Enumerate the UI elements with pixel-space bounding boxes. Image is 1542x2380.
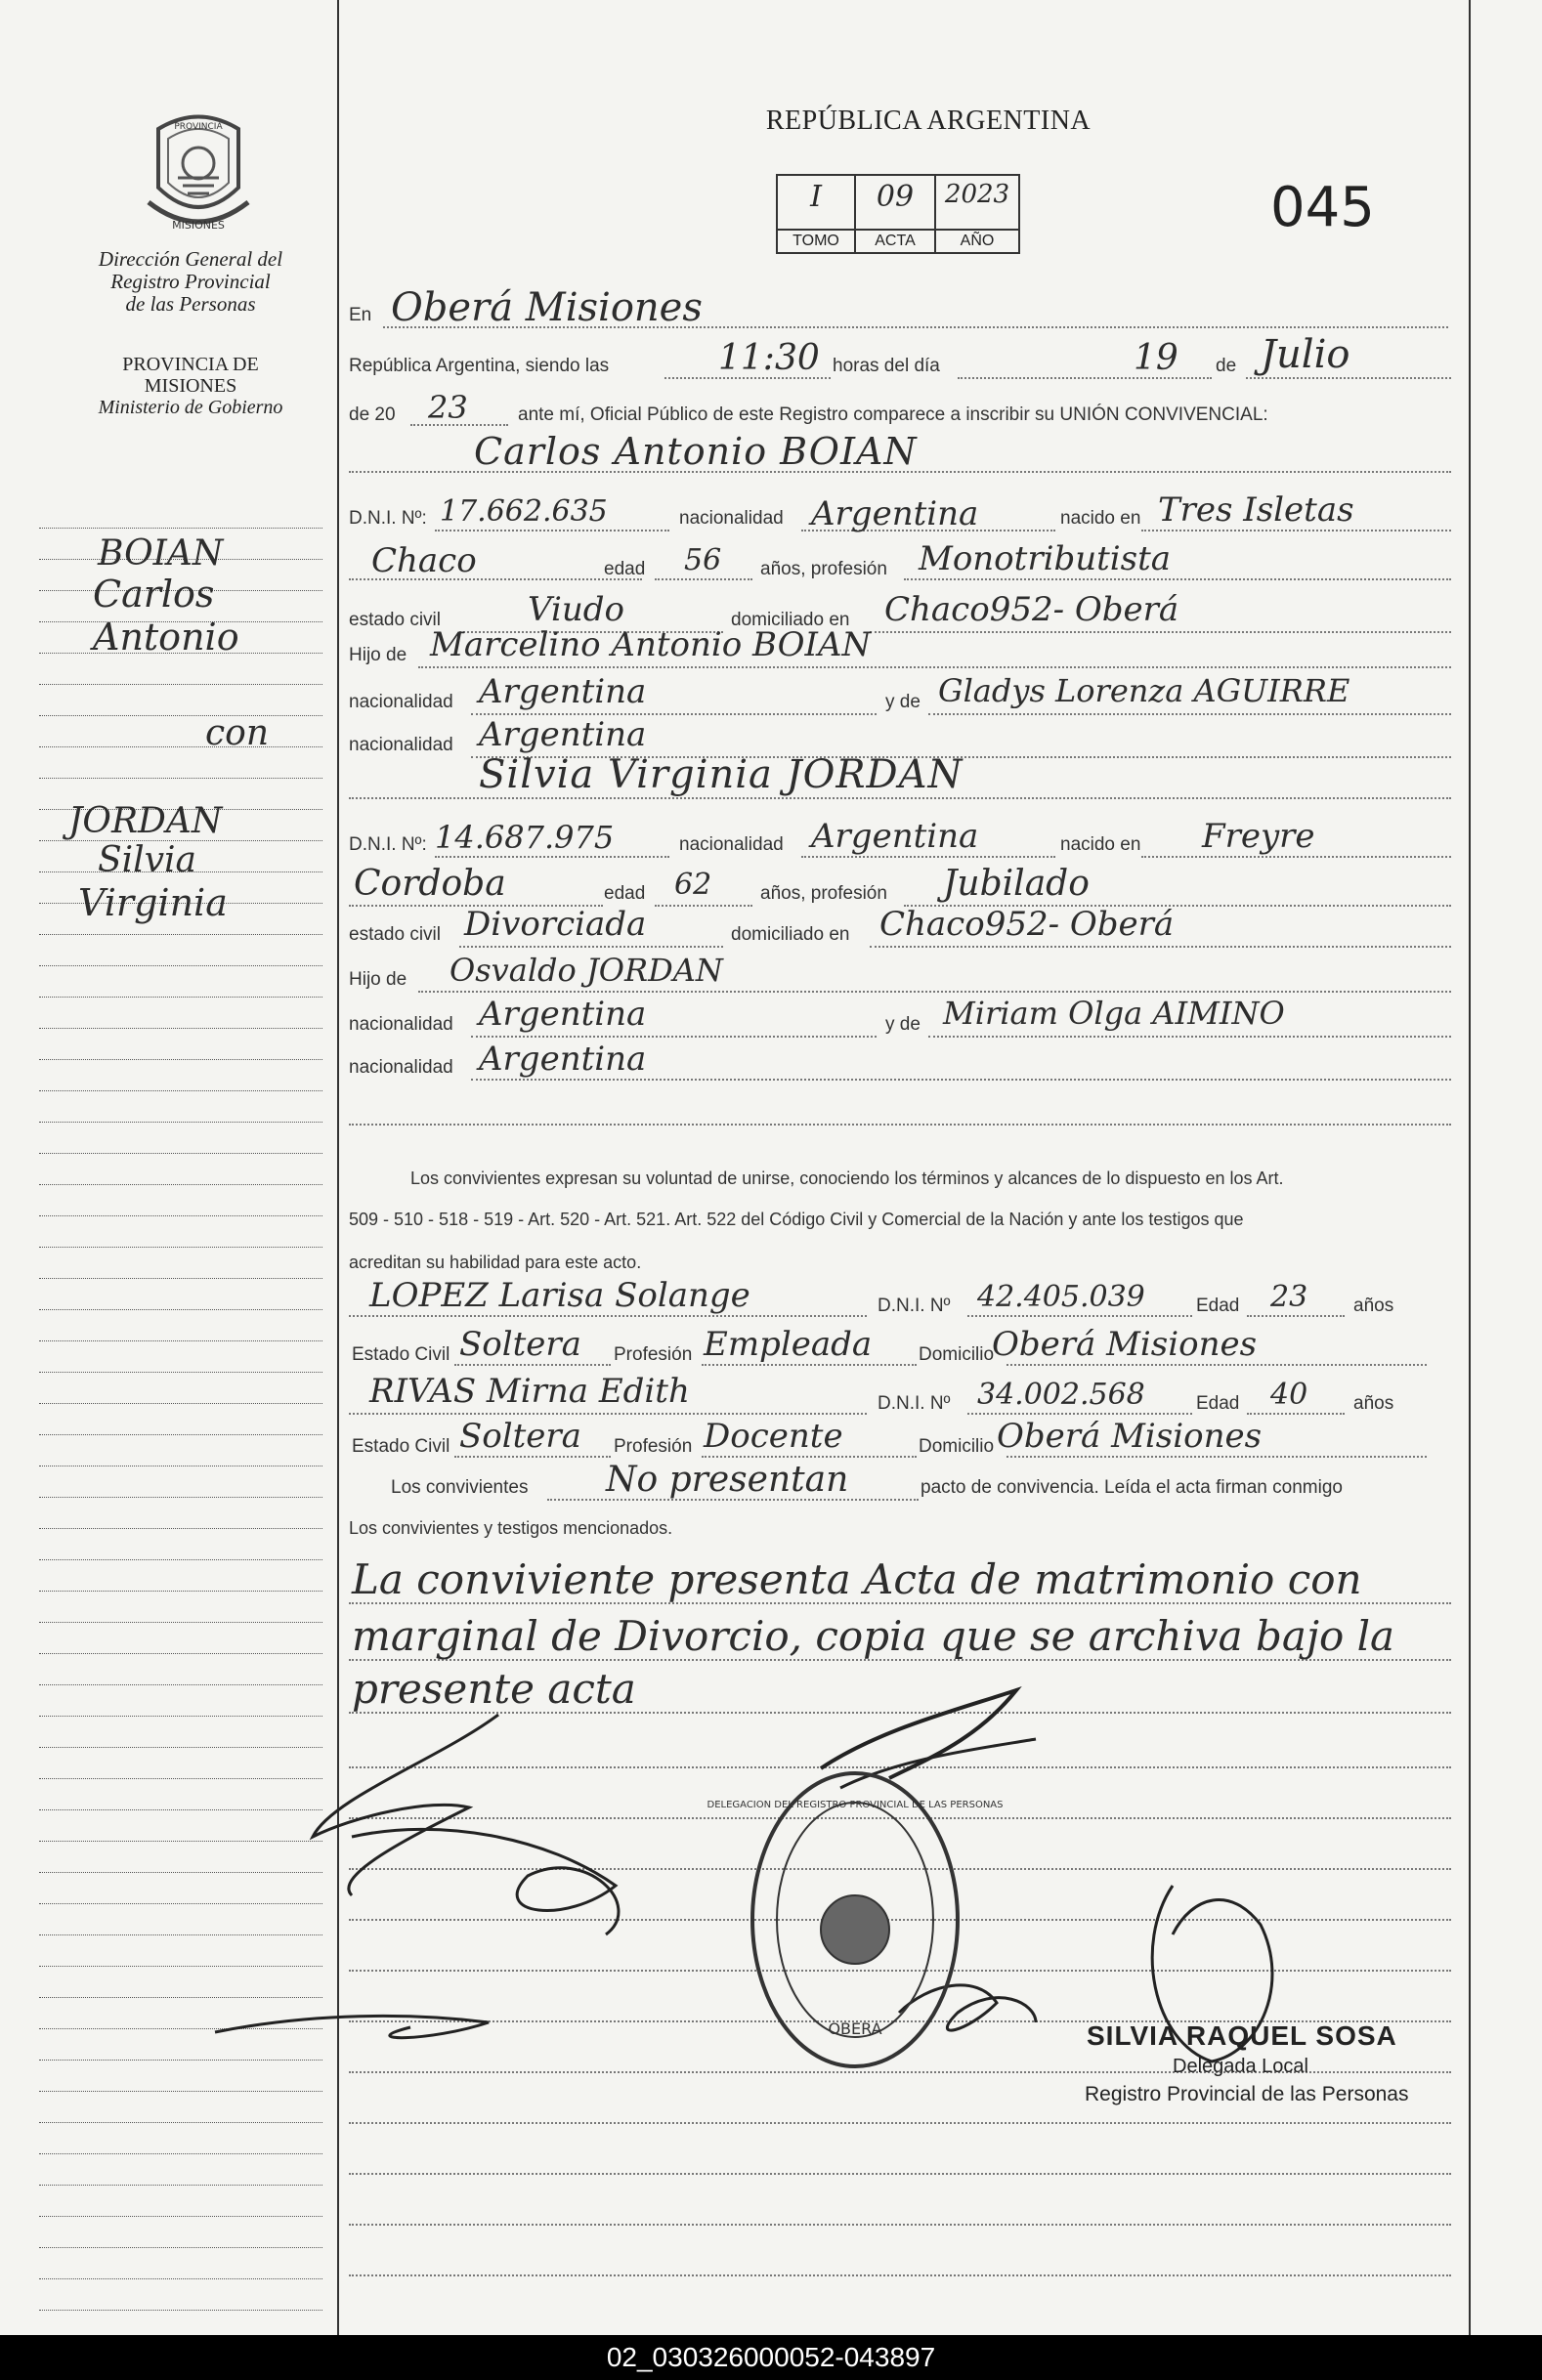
margin-rule [39,1872,322,1873]
p2-edad-line [655,905,752,907]
logo-text-bottom: MISIONES [172,219,225,232]
margin-rule [39,1122,322,1123]
p2-estado-value: Divorciada [464,905,647,944]
p2-nacido2-value: Cordoba [354,864,506,904]
w1-name-value: LOPEZ Larisa Solange [369,1276,750,1315]
p1-edad-line [655,578,752,580]
tomo-acta-anio-box [776,174,1020,254]
margin-rule [39,1622,322,1623]
w1-dni-line [967,1315,1192,1317]
p2-nacido-value: Freyre [1202,817,1315,856]
pacto-text: pacto de convivencia. Leída el acta firman conmigo [921,1477,1343,1498]
w1-dom-value: Oberá Misiones [992,1325,1258,1364]
sig-line [349,2224,1451,2226]
p2-padre-line [418,991,1451,993]
w1-estado-line [454,1364,611,1366]
p1-nac-label: nacionalidad [679,508,784,529]
w1-prof-line [702,1364,917,1366]
margin-rule [39,1684,322,1685]
w1-dni-value: 42.405.039 [977,1280,1145,1314]
margin-rule [39,1934,322,1935]
margin-rule [39,1247,322,1248]
margin-rule [39,1841,322,1842]
w1-dom-line [1007,1364,1427,1366]
officer-role: Delegada Local [1173,2056,1308,2077]
day-value: 19 [1134,338,1178,378]
p2-dni-label: D.N.I. Nº: [349,834,427,855]
p1-madre-nac-value: Argentina [479,715,647,754]
acta-cell [856,176,936,252]
margin-rule [39,1340,322,1341]
w1-prof-label: Profesión [614,1344,693,1365]
directorate-line3: de las Personas [125,292,256,316]
province-line2: MISIONES [144,375,237,397]
p1-dni-value: 17.662.635 [440,494,608,529]
p1-dom-value: Chaco952- Oberá [884,590,1179,629]
blank-line [349,1124,1451,1126]
misiones-coat-of-arms-logo [139,109,258,236]
w1-edad-line [1247,1315,1345,1317]
document-id-bar [0,2335,1542,2380]
p2-nac-value: Argentina [811,817,979,856]
margin-rule [39,715,322,716]
margin-rule [39,1591,322,1592]
margin-rule [39,1028,322,1029]
stamp-city: OBERA [828,2019,882,2038]
p2-estado-line [459,946,723,948]
margin-rule [39,2153,322,2154]
de-label: de [1216,356,1237,376]
margin-rule [39,965,322,966]
w1-edad-value: 23 [1270,1280,1308,1314]
margin-rule [39,1153,322,1154]
p1-estado-label: estado civil [349,610,441,630]
margin-rule [39,1716,322,1717]
margin-rule [39,2247,322,2248]
p1-profesion-value: Monotributista [919,539,1172,578]
logo-text-top: PROVINCIA [174,122,223,132]
p2-yde-label: y de [885,1014,921,1035]
p2-profesion-label: años, profesión [760,883,887,904]
declaration-line1: Los convivientes expresan su voluntad de unirse, conociendo los términos y alcances de lo dispuesto en los Art. [410,1169,1284,1188]
p1-padre-line [418,666,1451,668]
p2-padre-nac-line [471,1036,877,1038]
margin-rule [39,1372,322,1373]
margin-rule [39,1184,322,1185]
p2-profesion-value: Jubilado [943,864,1090,904]
directorate-line2: Registro Provincial [110,270,271,293]
margin-rule [39,1966,322,1967]
p2-edad-value: 62 [674,868,712,902]
margin-rule [39,2060,322,2061]
w2-estado-line [454,1456,611,1458]
p1-nacido-value: Tres Isletas [1158,490,1354,530]
p1-padre-value: Marcelino Antonio BOIAN [430,625,872,664]
w1-estado-label: Estado Civil [352,1344,450,1365]
margin-rule [39,1653,322,1654]
p2-padre-nac-label: nacionalidad [349,1014,453,1035]
margin-rule [39,2278,322,2279]
margin-middlename-2: Virginia [78,881,228,924]
right-page-border [1469,0,1471,2335]
w1-dom-label: Domicilio [919,1344,995,1365]
p1-nac-value: Argentina [811,494,979,533]
p1-dni-line [435,530,669,531]
note-line-1-text: La conviviente presenta Acta de matrimonio con [352,1555,1362,1603]
province-line1: PROVINCIA DE [122,354,259,375]
official-stamp [707,1759,1004,2081]
convivientes-label: Los convivientes [391,1477,529,1498]
p2-nacido-line [1141,856,1451,858]
p1-padre-nac-label: nacionalidad [349,692,453,712]
p2-dom-value: Chaco952- Oberá [879,905,1175,944]
margin-rule [39,2185,322,2186]
p1-nacido-label: nacido en [1060,508,1141,529]
w2-edad-label: Edad [1196,1393,1240,1414]
w2-edad-line [1247,1413,1345,1415]
p1-dni-label: D.N.I. Nº: [349,508,427,529]
p2-nacido-label: nacido en [1060,834,1141,855]
w2-estado-label: Estado Civil [352,1436,450,1457]
month-value: Julio [1261,332,1350,377]
p1-dom-line [870,631,1451,633]
hour-value: 11:30 [718,338,820,378]
en-label: En [349,305,372,325]
p1-nacido-line [1141,530,1451,531]
w2-dom-line [1007,1456,1427,1458]
w2-dni-label: D.N.I. Nº [878,1393,951,1414]
p1-edad-value: 56 [684,543,722,577]
margin-rule [39,1278,322,1279]
margin-surname-1: BOIAN [98,533,224,574]
p2-madre-nac-label: nacionalidad [349,1057,453,1078]
margin-rule [39,1403,322,1404]
margin-firstname-2: Silvia [98,840,197,880]
p2-dom-label: domiciliado en [731,924,850,945]
year-prefix: de 20 [349,404,396,425]
p2-hijo-label: Hijo de [349,969,407,990]
place-value: Oberá Misiones [391,285,703,330]
p1-padre-nac-value: Argentina [479,672,647,711]
tomo-label: TOMO [778,229,854,252]
directorate-line1: Dirección General del [98,247,283,271]
p2-padre-value: Osvaldo JORDAN [450,952,723,989]
tomo-cell [778,176,856,252]
margin-rule [39,1090,322,1091]
w1-edad-label: Edad [1196,1296,1240,1316]
p1-nacido2-value: Chaco [371,541,477,580]
p1-hijo-label: Hijo de [349,645,407,665]
w2-edad-value: 40 [1270,1378,1308,1412]
w1-name-line [349,1315,867,1317]
rep-label: República Argentina, siendo las [349,356,610,376]
margin-rule [39,1215,322,1216]
p2-nac-line [801,856,1055,858]
p1-madre-nac-label: nacionalidad [349,735,453,755]
declaration-line3: acreditan su habilidad para este acto. [349,1253,642,1272]
p2-madre-value: Miriam Olga AIMINO [943,995,1285,1032]
margin-rule [39,1434,322,1435]
document-title: REPÚBLICA ARGENTINA [765,106,1092,136]
margin-rule [39,1903,322,1904]
pacto-value: No presentan [606,1460,849,1500]
w2-prof-value: Docente [704,1417,843,1456]
p1-estado-value: Viudo [528,590,624,629]
p2-madre-nac-line [471,1079,1451,1081]
officer-org: Registro Provincial de las Personas [1085,2083,1409,2105]
margin-rule [39,2091,322,2092]
person1-name: Carlos Antonio BOIAN [474,430,918,473]
margin-rule [39,1497,322,1498]
person2-name: Silvia Virginia JORDAN [479,752,964,797]
w2-dom-value: Oberá Misiones [997,1417,1263,1456]
p1-profesion-label: años, profesión [760,559,887,579]
anio-cell [936,176,1018,252]
p2-edad-label: edad [604,883,646,904]
w2-estado-value: Soltera [459,1417,581,1456]
p1-edad-label: edad [604,559,646,579]
p1-dom-label: domiciliado en [731,610,850,630]
anio-value: 2023 [944,180,1010,209]
w2-dni-value: 34.002.568 [977,1378,1145,1412]
w1-prof-value: Empleada [704,1325,873,1364]
margin-rule [39,997,322,998]
p2-madre-nac-value: Argentina [479,1040,647,1079]
w2-dni-line [967,1413,1192,1415]
margin-firstname-1: Carlos [93,573,215,616]
province-block [59,354,322,418]
w1-dni-label: D.N.I. Nº [878,1296,951,1316]
margin-rule [39,2028,322,2029]
p1-yde-label: y de [885,692,921,712]
margin-rule [39,2122,322,2123]
margin-rule [39,1809,322,1810]
note-line-2-text: marginal de Divorcio, copia que se archiva bajo la [352,1612,1395,1660]
w2-name-line [349,1413,867,1415]
p1-madre-line [928,713,1451,715]
margin-surname-2: JORDAN [68,801,223,841]
w2-dom-label: Domicilio [919,1436,995,1457]
p1-madre-value: Gladys Lorenza AGUIRRE [938,672,1350,709]
w1-estado-value: Soltera [459,1325,581,1364]
anio-label: AÑO [936,229,1018,252]
margin-rule [39,1559,322,1560]
margin-rule [39,1059,322,1060]
margin-rule [39,1778,322,1779]
p2-dni-value: 14.687.975 [435,819,615,856]
left-margin-column [0,0,337,2335]
w2-name-value: RIVAS Mirna Edith [369,1372,690,1411]
w1-anios-label: años [1353,1296,1394,1316]
margin-rule [39,778,322,779]
folio-number: 045 [1270,176,1375,239]
person2-name-line [349,797,1451,799]
month-line [1246,377,1451,379]
acta-value: 09 [876,180,915,214]
margin-middlename-1: Antonio [93,616,239,659]
comparece-text: ante mí, Oficial Público de este Registro comparece a inscribir su UNIÓN CONVIVENCIAL: [518,404,1268,425]
sig-line [349,2274,1451,2276]
w2-prof-line [702,1456,917,1458]
horas-label: horas del día [833,356,940,376]
directorate-block [59,248,322,316]
document-id: 02_030326000052-043897 [606,2342,936,2372]
p2-padre-nac-value: Argentina [479,995,647,1034]
margin-rule [39,2310,322,2311]
p2-dni-line [435,856,669,858]
margin-rule [39,2216,322,2217]
stamp-text: DELEGACION DEL REGISTRO PROVINCIAL DE LAS PERSONAS [707,1800,1004,1810]
margin-con: con [205,713,270,753]
margin-rule [39,1747,322,1748]
margin-rule [39,746,322,747]
year-suffix: 23 [428,389,468,426]
mencionados-text: Los convivientes y testigos mencionados. [349,1518,673,1538]
p1-profesion-line [904,578,1451,580]
w2-anios-label: años [1353,1393,1394,1414]
margin-rule [39,1528,322,1529]
margin-rule [39,1997,322,1998]
w2-prof-label: Profesión [614,1436,693,1457]
tomo-value: I [810,180,822,214]
province-line3: Ministerio de Gobierno [98,397,283,418]
p2-madre-line [928,1036,1451,1038]
officer-name: SILVIA RAQUEL SOSA [1087,2020,1397,2051]
margin-rule [39,684,322,685]
p2-dom-line [870,946,1451,948]
margin-rule [39,1309,322,1310]
note-line-3-text: presente acta [352,1665,636,1713]
p2-estado-label: estado civil [349,924,441,945]
margin-rule [39,934,322,935]
declaration-line2: 509 - 510 - 518 - 519 - Art. 520 - Art. 521. Art. 522 del Código Civil y Comercial de la Nación y ante los testigos que [349,1210,1244,1229]
margin-rule [39,528,322,529]
sig-line [349,2173,1451,2175]
p2-nac-label: nacionalidad [679,834,784,855]
acta-label: ACTA [856,229,934,252]
